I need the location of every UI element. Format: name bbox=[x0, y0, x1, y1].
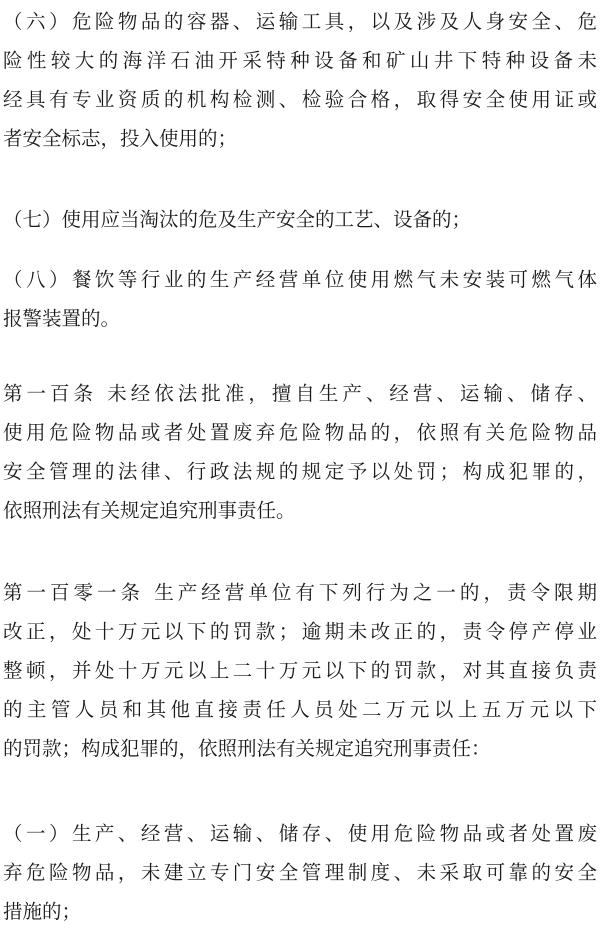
text-line: 安全管理的法律、行政法规的规定予以处罚；构成犯罪的， bbox=[3, 460, 597, 483]
article-101 bbox=[3, 573, 597, 768]
text-line: 改正，处十万元以下的罚款；逾期未改正的，责令停产停业 bbox=[3, 620, 597, 643]
text-line: 第一百条 未经依法批准，擅自生产、经营、运输、储存、 bbox=[3, 382, 597, 405]
text-line: 措施的； bbox=[3, 900, 82, 923]
text-line: 整顿，并处十万元以上二十万元以下的罚款，对其直接负责 bbox=[3, 659, 597, 682]
text-line: 依照刑法有关规定追究刑事责任。 bbox=[3, 499, 296, 522]
text-line: （六）危险物品的容器、运输工具，以及涉及人身安全、危 bbox=[3, 10, 597, 33]
paragraph-item-6 bbox=[3, 2, 597, 158]
text-line: 报警装置的。 bbox=[3, 307, 121, 330]
text-line: 险性较大的海洋石油开采特种设备和矿山井下特种设备未 bbox=[3, 49, 597, 72]
text-line: （一）生产、经营、运输、储存、使用危险物品或者处置废 bbox=[3, 822, 597, 845]
text-line: 的罚款；构成犯罪的，依照刑法有关规定追究刑事责任： bbox=[3, 737, 491, 760]
article-100 bbox=[3, 374, 597, 530]
text-line: 第一百零一条 生产经营单位有下列行为之一的，责令限期 bbox=[3, 581, 597, 604]
text-line: 经具有专业资质的机构检测、检验合格，取得安全使用证或 bbox=[3, 88, 597, 111]
paragraph-item-1 bbox=[3, 814, 597, 931]
paragraph-item-8 bbox=[3, 260, 597, 338]
text-line: 弃危险物品，未建立专门安全管理制度、未采取可靠的安全 bbox=[3, 861, 597, 884]
text-line: （八）餐饮等行业的生产经营单位使用燃气未安装可燃气体 bbox=[3, 268, 597, 291]
text-line: 者安全标志，投入使用的； bbox=[3, 127, 238, 150]
paragraph-item-7 bbox=[3, 200, 597, 239]
text-line: 使用危险物品或者处置废弃危险物品的，依照有关危险物品 bbox=[3, 421, 597, 444]
text-line: 的主管人员和其他直接责任人员处二万元以上五万元以下 bbox=[3, 698, 597, 721]
text-line: （七）使用应当淘汰的危及生产安全的工艺、设备的； bbox=[3, 208, 472, 231]
